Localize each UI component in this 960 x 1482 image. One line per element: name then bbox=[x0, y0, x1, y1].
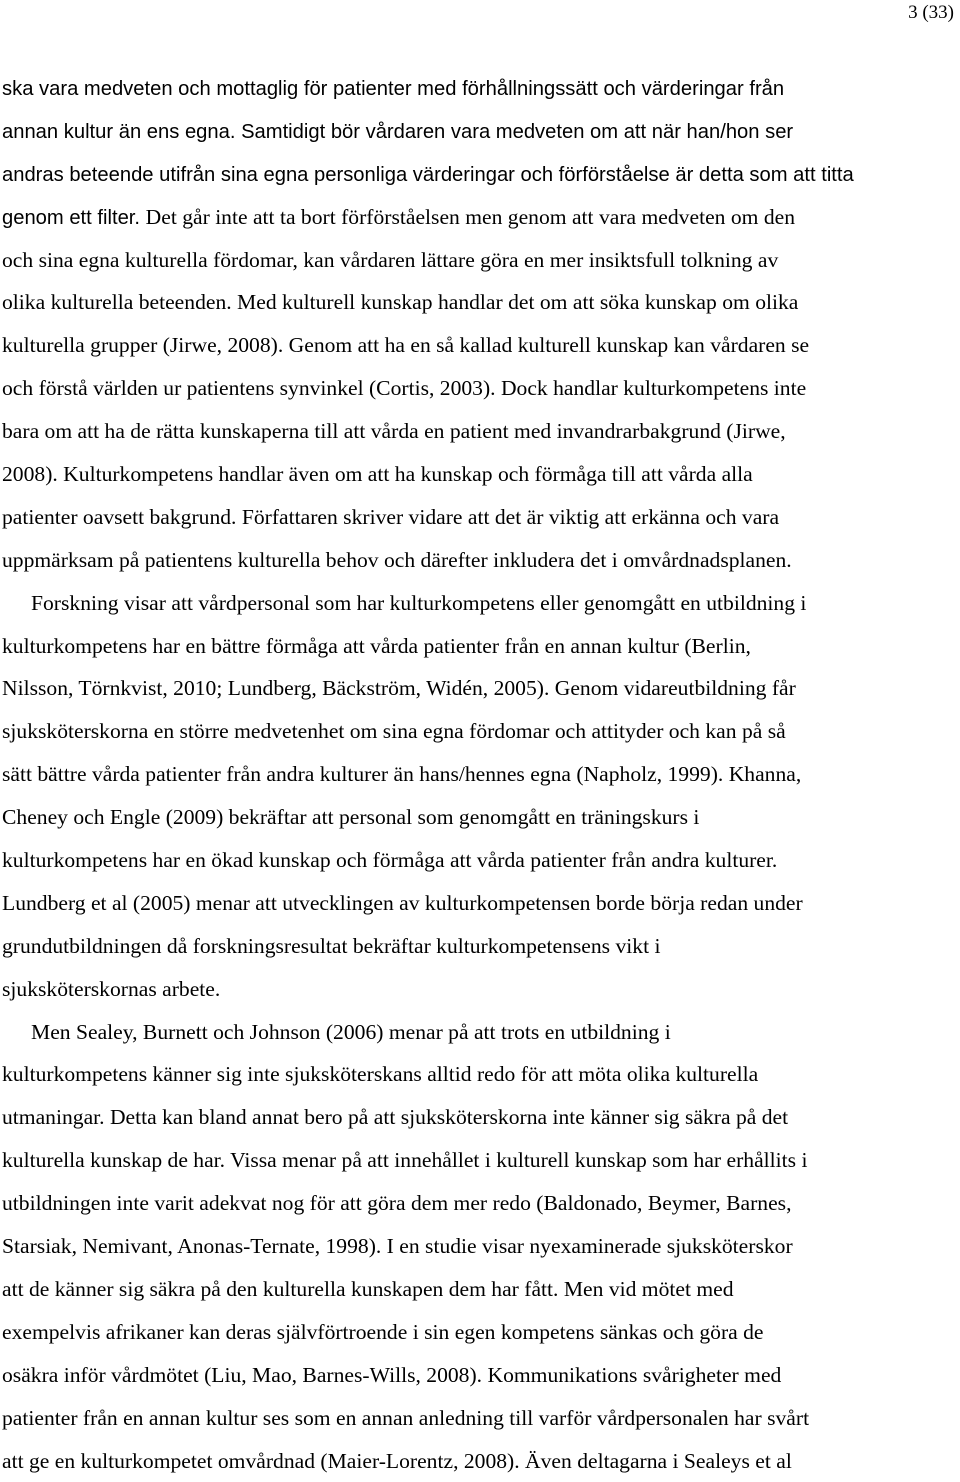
text-line bbox=[2, 110, 958, 153]
text-line bbox=[2, 153, 958, 196]
text-segment: olika kulturella beteenden. Med kulturell kunskap handlar det om att söka kunskap om olika bbox=[2, 290, 798, 314]
text-segment: utbildningen inte varit adekvat nog för att göra dem mer redo (Baldonado, Beymer, Barnes, bbox=[2, 1191, 791, 1215]
text-segment: Det går inte att ta bort förförståelsen men genom att vara medveten om den bbox=[146, 205, 795, 229]
text-line bbox=[2, 496, 958, 539]
text-line bbox=[2, 1139, 958, 1182]
text-line bbox=[2, 1096, 958, 1139]
text-line bbox=[2, 281, 958, 324]
text-line bbox=[2, 324, 958, 367]
text-line bbox=[2, 710, 958, 753]
text-line bbox=[2, 1354, 958, 1397]
text-line bbox=[2, 925, 958, 968]
text-segment: 2008). Kulturkompetens handlar även om att ha kunskap och förmåga till att vårda alla bbox=[2, 462, 753, 486]
text-segment: att de känner sig säkra på den kulturella kunskapen dem har fått. Men vid mötet med bbox=[2, 1277, 734, 1301]
text-segment: utmaningar. Detta kan bland annat bero på att sjuksköterskorna inte känner sig säkra på det bbox=[2, 1105, 788, 1129]
page-number: 3 (33) bbox=[908, 2, 954, 24]
text-segment: sätt bättre vårda patienter från andra kulturer än hans/hennes egna (Napholz, 1999). Khanna, bbox=[2, 762, 801, 786]
text-segment: och förstå världen ur patientens synvinkel (Cortis, 2003). Dock handlar kulturkompetens inte bbox=[2, 376, 806, 400]
text-segment: och sina egna kulturella fördomar, kan vårdaren lättare göra en mer insiktsfull tolkning av bbox=[2, 248, 778, 272]
text-line bbox=[2, 667, 958, 710]
text-line bbox=[2, 625, 958, 668]
text-segment: Nilsson, Törnkvist, 2010; Lundberg, Bäckström, Widén, 2005). Genom vidareutbildning får bbox=[2, 676, 796, 700]
text-line bbox=[2, 968, 958, 1011]
text-line bbox=[2, 1182, 958, 1225]
text-segment: ska vara medveten och mottaglig för patienter med förhållningssätt och värderingar från bbox=[2, 78, 784, 100]
text-line bbox=[2, 582, 958, 625]
text-segment: Men Sealey, Burnett och Johnson (2006) menar på att trots en utbildning i bbox=[31, 1020, 671, 1044]
text-segment: genom ett filter. bbox=[2, 207, 146, 229]
text-line bbox=[2, 410, 958, 453]
text-line bbox=[2, 1053, 958, 1096]
text-line bbox=[2, 367, 958, 410]
text-segment: Cheney och Engle (2009) bekräftar att personal som genomgått en träningskurs i bbox=[2, 805, 699, 829]
text-line bbox=[2, 196, 958, 239]
text-line bbox=[2, 1268, 958, 1311]
text-segment: kulturkompetens har en bättre förmåga att vårda patienter från en annan kultur (Berlin, bbox=[2, 634, 751, 658]
text-segment: kulturkompetens har en ökad kunskap och förmåga att vårda patienter från andra kulturer. bbox=[2, 848, 777, 872]
text-segment: kulturkompetens känner sig inte sjuksköterskans alltid redo för att möta olika kulturella bbox=[2, 1062, 758, 1086]
text-line bbox=[2, 882, 958, 925]
text-line bbox=[2, 753, 958, 796]
text-line bbox=[2, 1311, 958, 1354]
text-segment: uppmärksam på patientens kulturella behov och därefter inkludera det i omvårdnadsplanen. bbox=[2, 548, 792, 572]
text-segment: osäkra inför vårdmötet (Liu, Mao, Barnes-Wills, 2008). Kommunikations svårigheter med bbox=[2, 1363, 781, 1387]
text-segment: Lundberg et al (2005) menar att utvecklingen av kulturkompetensen borde börja redan under bbox=[2, 891, 803, 915]
text-line bbox=[2, 839, 958, 882]
text-line bbox=[2, 796, 958, 839]
text-line bbox=[2, 67, 958, 110]
text-segment: patienter från en annan kultur ses som en annan anledning till varför vårdpersonalen har svårt bbox=[2, 1406, 809, 1430]
text-segment: annan kultur än ens egna. Samtidigt bör vårdaren vara medveten om att när han/hon ser bbox=[2, 121, 793, 143]
text-segment: grundutbildningen då forskningsresultat bekräftar kulturkompetensens vikt i bbox=[2, 934, 660, 958]
text-segment: andras beteende utifrån sina egna personliga värderingar och förförståelse är detta som att titta bbox=[2, 164, 854, 186]
text-line bbox=[2, 539, 958, 582]
text-line bbox=[2, 453, 958, 496]
text-segment: kulturella kunskap de har. Vissa menar på att innehållet i kulturell kunskap som har erhållits i bbox=[2, 1148, 807, 1172]
text-segment: kulturella grupper (Jirwe, 2008). Genom att ha en så kallad kulturell kunskap kan vårdaren se bbox=[2, 333, 809, 357]
body-text bbox=[2, 67, 958, 1482]
text-line bbox=[2, 1225, 958, 1268]
text-segment: att ge en kulturkompetet omvårdnad (Maier-Lorentz, 2008). Även deltagarna i Sealeys et al bbox=[2, 1449, 792, 1473]
text-segment: exempelvis afrikaner kan deras självförtroende i sin egen kompetens sänkas och göra de bbox=[2, 1320, 764, 1344]
text-segment: Forskning visar att vårdpersonal som har kulturkompetens eller genomgått en utbildning i bbox=[31, 591, 806, 615]
text-line bbox=[2, 239, 958, 282]
text-line bbox=[2, 1440, 958, 1482]
text-line bbox=[2, 1397, 958, 1440]
text-line bbox=[2, 1011, 958, 1054]
text-segment: bara om att ha de rätta kunskaperna till att vårda en patient med invandrarbakgrund (Jirwe, bbox=[2, 419, 786, 443]
text-segment: Starsiak, Nemivant, Anonas-Ternate, 1998). I en studie visar nyexaminerade sjuksköterskor bbox=[2, 1234, 793, 1258]
text-segment: sjuksköterskornas arbete. bbox=[2, 977, 220, 1001]
text-segment: sjuksköterskorna en större medvetenhet om sina egna fördomar och attityder och kan på så bbox=[2, 719, 786, 743]
text-segment: patienter oavsett bakgrund. Författaren skriver vidare att det är viktig att erkänna och vara bbox=[2, 505, 779, 529]
